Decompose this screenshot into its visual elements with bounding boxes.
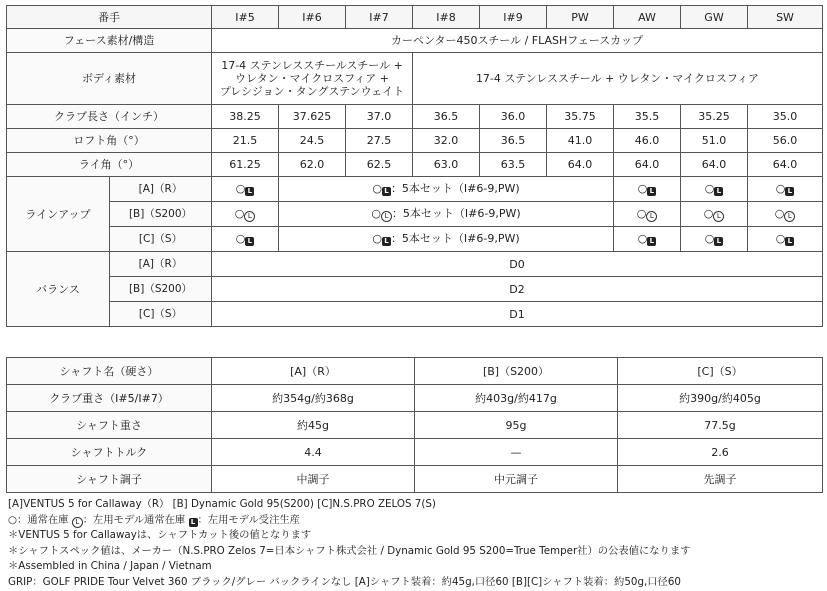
lie-cell: 63.0: [413, 153, 480, 177]
left-stock-icon: L: [72, 517, 83, 528]
lineup-first: ○ L: [212, 202, 279, 227]
shaft-a: 4.4: [212, 439, 415, 466]
lie-cell: 64.0: [547, 153, 614, 177]
shaft-b: —: [415, 439, 618, 466]
lie-row: [7, 153, 823, 177]
lineup-row: [7, 227, 823, 252]
loft-cell: 32.0: [413, 129, 480, 153]
lie-cell: 62.0: [279, 153, 346, 177]
shaft-label: シャフトトルク: [7, 439, 212, 466]
length-cell: 35.0: [748, 105, 823, 129]
shaft-a: 約45g: [212, 412, 415, 439]
lie-cell: 64.0: [681, 153, 748, 177]
header-cell: I#6: [279, 6, 346, 29]
body-line: ウレタン・マイクロスフィア +: [235, 72, 389, 85]
loft-cell: 36.5: [480, 129, 547, 153]
shaft-c: [C]（S）: [618, 358, 823, 385]
shaft-a: 中調子: [212, 466, 415, 493]
header-cell: PW: [547, 6, 614, 29]
lineup-gw: ○ L: [681, 177, 748, 202]
header-cell: I#8: [413, 6, 480, 29]
lineup-gw: ○ L: [681, 227, 748, 252]
shaft-label: シャフト重さ: [7, 412, 212, 439]
shaft-a: [A]（R）: [212, 358, 415, 385]
left-order-icon: L: [647, 187, 656, 196]
loft-cell: 46.0: [614, 129, 681, 153]
length-cell: 35.75: [547, 105, 614, 129]
lie-cell: 64.0: [748, 153, 823, 177]
lineup-first: ○ L: [212, 227, 279, 252]
left-order-icon: L: [189, 518, 198, 527]
shaft-table: [6, 357, 823, 493]
loft-row: [7, 129, 823, 153]
loft-cell: 24.5: [279, 129, 346, 153]
length-cell: 35.5: [614, 105, 681, 129]
balance-shaft: [B]（S200）: [110, 277, 212, 302]
body-value-b: 17-4 ステンレススチール + ウレタン・マイクロスフィア: [413, 53, 823, 105]
shaft-label: クラブ重さ（I#5/I#7）: [7, 385, 212, 412]
balance-value: D1: [212, 302, 823, 327]
shaft-b: 95g: [415, 412, 618, 439]
lineup-sw: ○ L: [748, 227, 823, 252]
face-row: [7, 29, 823, 53]
shaft-row: [7, 439, 823, 466]
length-row: [7, 105, 823, 129]
shaft-row: [7, 385, 823, 412]
note-legend: [8, 513, 690, 529]
header-row: [7, 6, 823, 29]
left-order-icon: L: [245, 187, 254, 196]
shaft-a: 約354g/約368g: [212, 385, 415, 412]
lineup-shaft: [A]（R）: [110, 177, 212, 202]
lineup-sw: ○ L: [748, 177, 823, 202]
lineup-gw: ○ L: [681, 202, 748, 227]
lie-cell: 63.5: [480, 153, 547, 177]
length-label: クラブ長さ（インチ）: [7, 105, 212, 129]
lineup-first: ○ L: [212, 177, 279, 202]
legend-stock: ○：通常在庫: [8, 513, 69, 526]
legend-left-order: ：左用モデル受注生産: [197, 513, 300, 526]
left-order-icon: L: [714, 187, 723, 196]
body-label: ボディ素材: [7, 53, 212, 105]
legend-left-stock: ：左用モデル通常在庫: [82, 513, 186, 526]
shaft-c: 2.6: [618, 439, 823, 466]
shaft-row: [7, 412, 823, 439]
shaft-b: 約403g/約417g: [415, 385, 618, 412]
note-shafts: [A]VENTUS 5 for Callaway（R） [B] Dynamic Gold 95(S200) [C]N.S.PRO ZELOS 7(S): [8, 498, 436, 510]
loft-cell: 56.0: [748, 129, 823, 153]
shaft-b: 中元調子: [415, 466, 618, 493]
lie-cell: 62.5: [346, 153, 413, 177]
left-order-icon: L: [382, 187, 391, 196]
left-order-icon: L: [382, 237, 391, 246]
left-order-icon: L: [785, 237, 794, 246]
lineup-aw: ○ L: [614, 202, 681, 227]
shaft-c: 先調子: [618, 466, 823, 493]
loft-cell: 21.5: [212, 129, 279, 153]
shaft-label: シャフト調子: [7, 466, 212, 493]
length-cell: 36.5: [413, 105, 480, 129]
length-cell: 36.0: [480, 105, 547, 129]
balance-shaft: [C]（S）: [110, 302, 212, 327]
left-stock-icon: L: [784, 211, 795, 222]
lineup-set: ○ L ：5本セット（I#6-9,PW): [279, 177, 614, 202]
balance-row: [7, 252, 823, 277]
left-order-icon: L: [785, 187, 794, 196]
loft-cell: 51.0: [681, 129, 748, 153]
balance-row: [7, 302, 823, 327]
length-cell: 35.25: [681, 105, 748, 129]
lineup-set: ○ L ：5本セット（I#6-9,PW): [279, 227, 614, 252]
body-line: 17-4 ステンレススチールスチール +: [221, 59, 403, 72]
lineup-row: [7, 177, 823, 202]
left-order-icon: L: [714, 237, 723, 246]
balance-value: D2: [212, 277, 823, 302]
shaft-row: [7, 358, 823, 385]
body-row: [7, 53, 823, 105]
shaft-c: 77.5g: [618, 412, 823, 439]
notes: [8, 497, 690, 591]
left-order-icon: L: [647, 237, 656, 246]
header-cell: I#9: [480, 6, 547, 29]
note-grip: GRIP：GOLF PRIDE Tour Velvet 360 ブラック/グレー バックラインなし [A]シャフト装着：約45g,口径60 [B][C]シャフト装着：約50g,口径60: [8, 575, 681, 588]
header-cell: 番手: [7, 6, 212, 29]
lineup-row: [7, 202, 823, 227]
left-stock-icon: L: [713, 211, 724, 222]
note-ventus: ＊VENTUS 5 for Callawayは、シャフトカット後の値となります: [8, 529, 312, 542]
lineup-shaft: [B]（S200）: [110, 202, 212, 227]
header-cell: I#7: [346, 6, 413, 29]
lie-cell: 64.0: [614, 153, 681, 177]
lineup-aw: ○ L: [614, 177, 681, 202]
body-line: プレシジョン・タングステンウェイト: [219, 85, 405, 98]
left-stock-icon: L: [244, 211, 255, 222]
balance-row: [7, 277, 823, 302]
face-value: カーペンター450スチール / FLASHフェースカップ: [212, 29, 823, 53]
lineup-aw: ○ L: [614, 227, 681, 252]
spec-table: [6, 5, 823, 327]
loft-cell: 27.5: [346, 129, 413, 153]
header-cell: I#5: [212, 6, 279, 29]
loft-cell: 41.0: [547, 129, 614, 153]
balance-shaft: [A]（R）: [110, 252, 212, 277]
lineup-sw: ○ L: [748, 202, 823, 227]
shaft-label: シャフト名（硬さ）: [7, 358, 212, 385]
shaft-row: [7, 466, 823, 493]
left-order-icon: L: [245, 237, 254, 246]
length-cell: 38.25: [212, 105, 279, 129]
header-cell: SW: [748, 6, 823, 29]
lie-label: ライ角（°）: [7, 153, 212, 177]
length-cell: 37.625: [279, 105, 346, 129]
lineup-shaft: [C]（S）: [110, 227, 212, 252]
shaft-c: 約390g/約405g: [618, 385, 823, 412]
lie-cell: 61.25: [212, 153, 279, 177]
left-stock-icon: L: [646, 211, 657, 222]
note-spec: ＊シャフトスペック値は、メーカー（N.S.PRO Zelos 7=日本シャフト株式会社 / Dynamic Gold 95 S200=True Temper社）の公表値になります: [8, 544, 691, 557]
balance-value: D0: [212, 252, 823, 277]
header-cell: AW: [614, 6, 681, 29]
balance-label: バランス: [7, 252, 110, 327]
lineup-label: ラインアップ: [7, 177, 110, 252]
loft-label: ロフト角（°）: [7, 129, 212, 153]
length-cell: 37.0: [346, 105, 413, 129]
note-assembled: ＊Assembled in China / Japan / Vietnam: [8, 560, 212, 573]
shaft-b: [B]（S200）: [415, 358, 618, 385]
body-value-a: [212, 53, 413, 105]
left-stock-icon: L: [381, 211, 392, 222]
lineup-set: ○ L ：5本セット（I#6-9,PW): [279, 202, 614, 227]
face-label: フェース素材/構造: [7, 29, 212, 53]
header-cell: GW: [681, 6, 748, 29]
